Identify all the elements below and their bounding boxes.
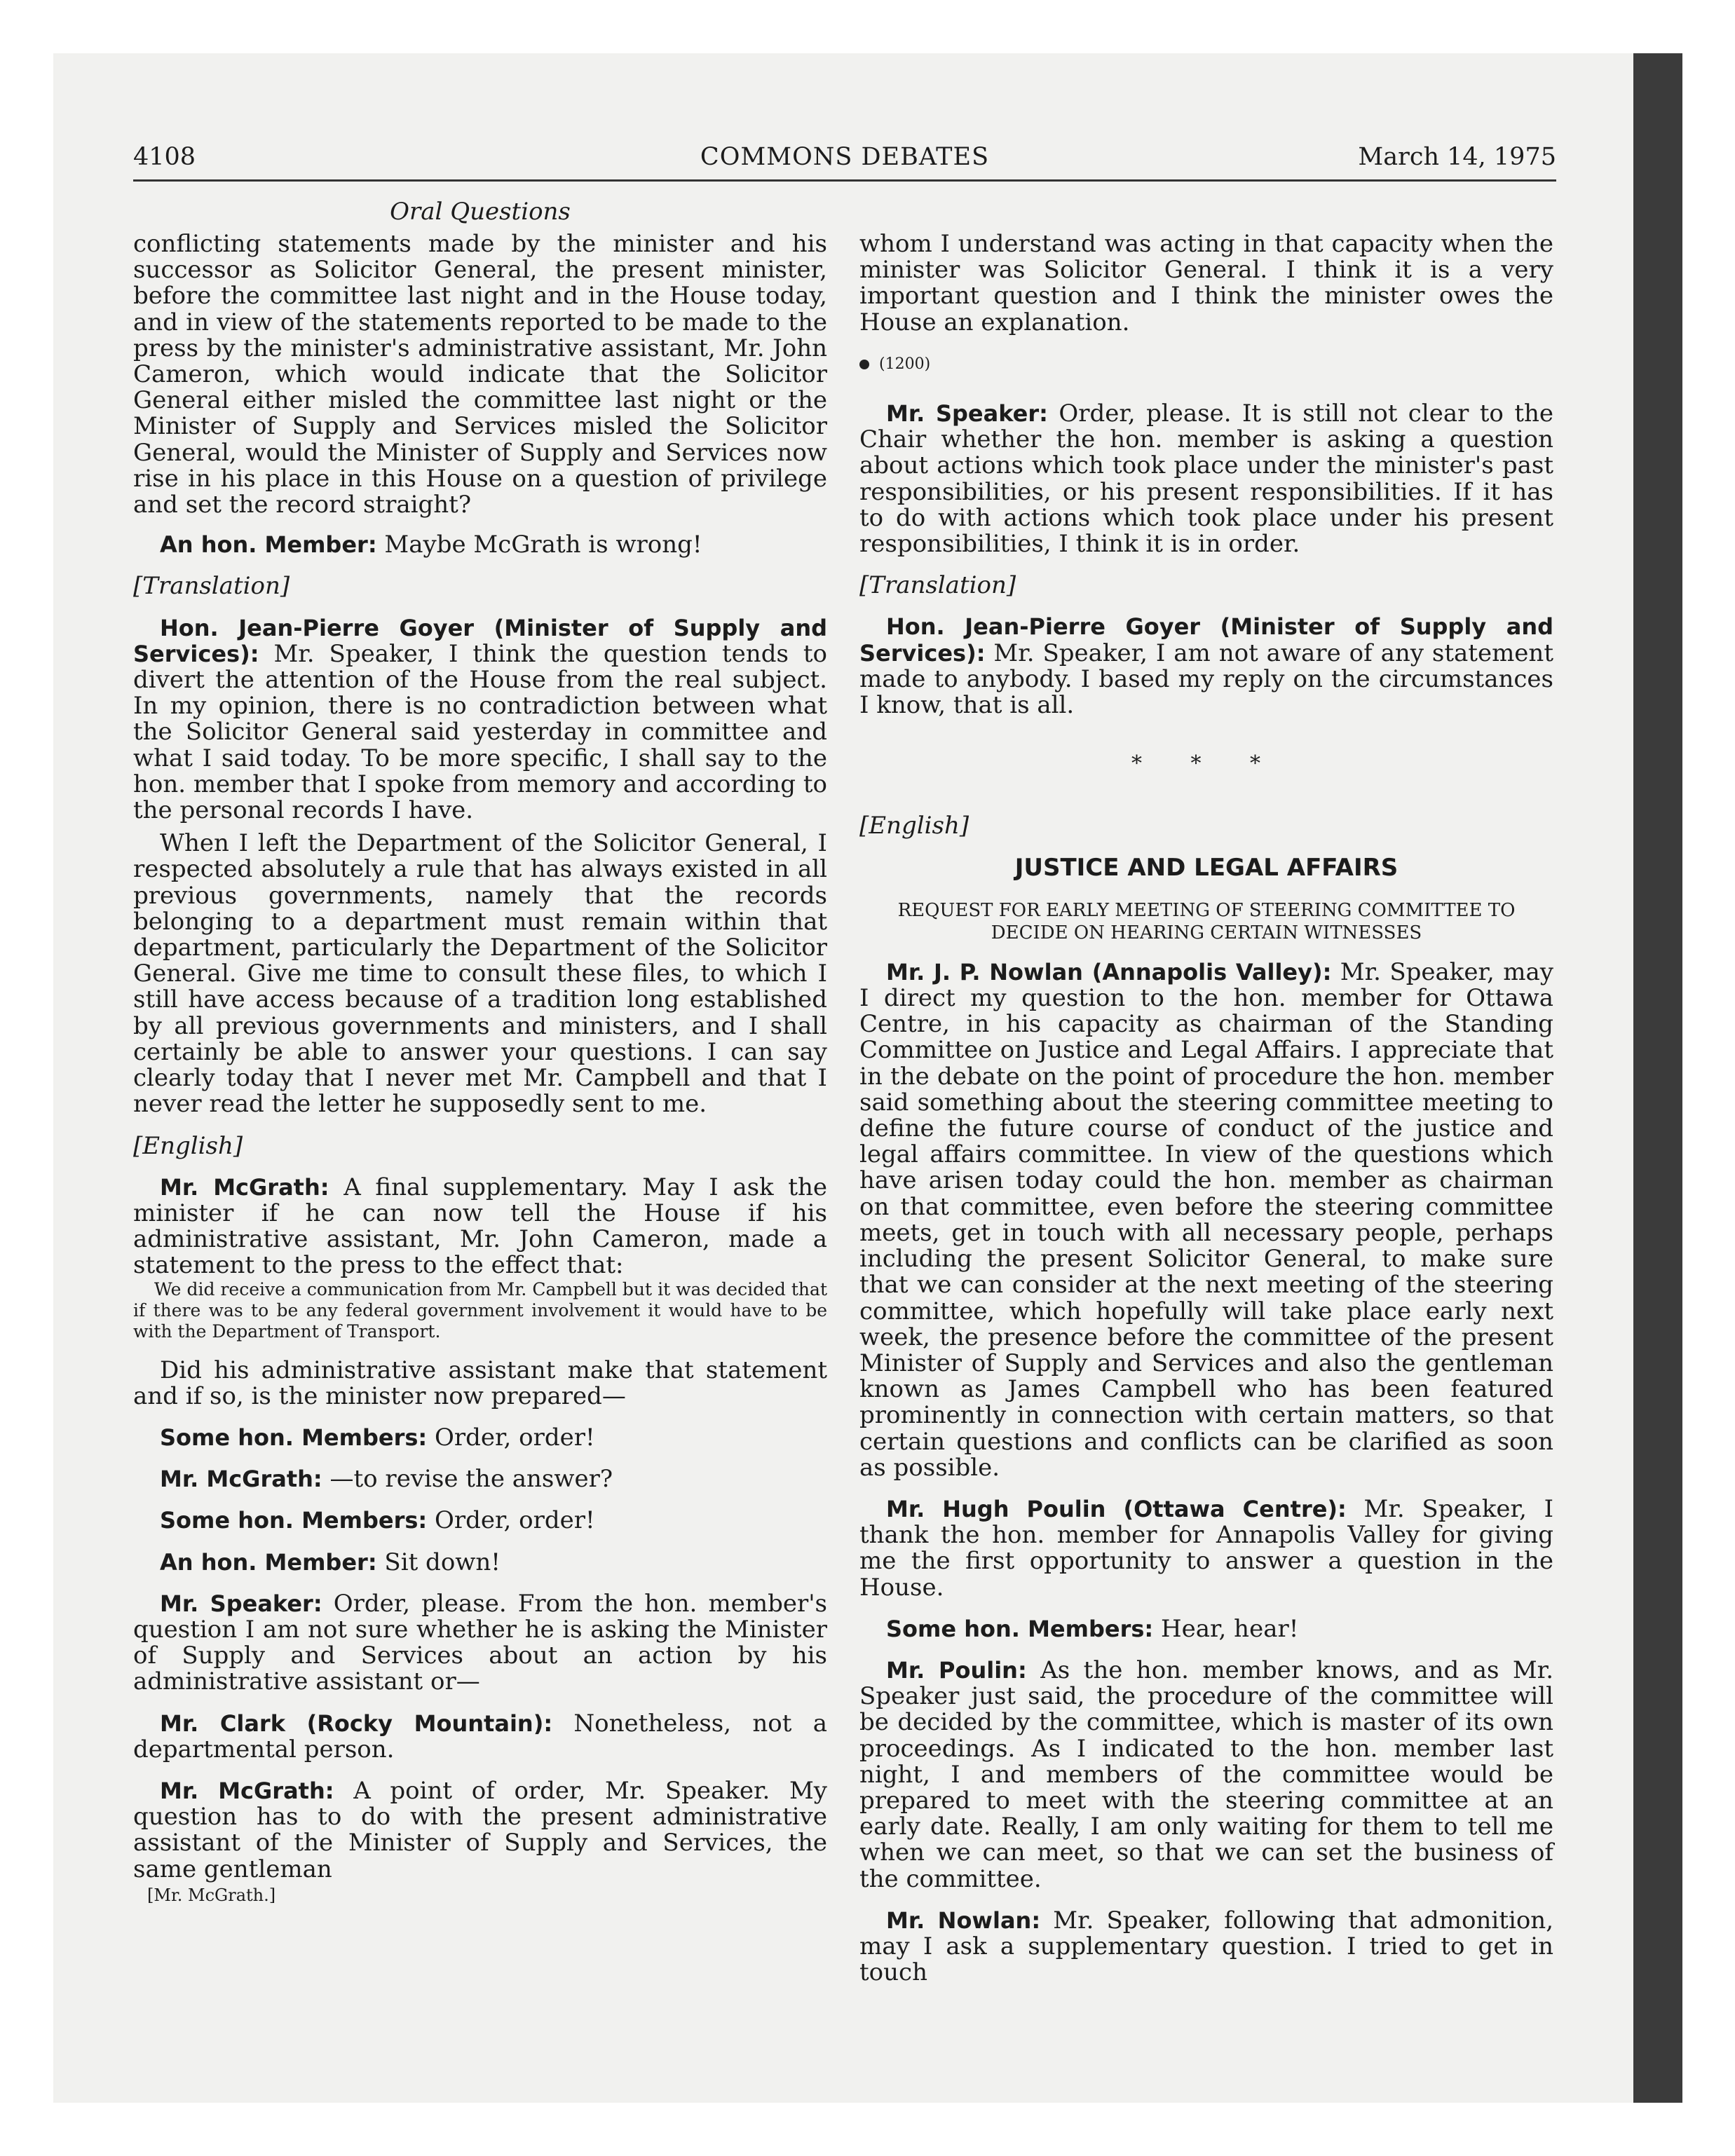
- speaker-name: Hon. Jean-Pierre Goyer (Minister of Supply and Services):: [133, 614, 827, 667]
- paragraph: Did his administrative assistant make that statement and if so, is the minister now prepared—: [133, 1356, 827, 1410]
- right-column: [859, 231, 1553, 2001]
- speech: [133, 1711, 827, 1763]
- speech: [133, 1425, 827, 1451]
- section-title: JUSTICE AND LEGAL AFFAIRS: [1014, 853, 1399, 882]
- running-head: Oral Questions: [390, 198, 571, 226]
- speech: [859, 1658, 1553, 1892]
- speaker-name: Mr. Hugh Poulin (Ottawa Centre):: [886, 1495, 1347, 1522]
- paragraph: whom I understand was acting in that capacity when the minister was Solicitor General. I think it is a very important question and I think the minister owes the House an explanation.: [859, 230, 1553, 336]
- speech-text: A point of order, Mr. Speaker. My question has to do with the present administrative assistant of the Minister of Supply and Services, the same gentleman: [133, 1776, 828, 1883]
- bullet-icon: [859, 360, 869, 369]
- speech-text: Sit down!: [376, 1548, 501, 1576]
- speech-text: Order, order!: [427, 1506, 595, 1535]
- speech-text: Order, please. From the hon. member's question I am not sure whether he is asking the Minister of Supply and Services about an action by his administrative assistant or—: [133, 1589, 828, 1696]
- speech-text: As the hon. member knows, and as Mr. Speaker just said, the procedure of the committee will be decided by the committee, which is master of its own proceedings. As I indicated to the hon. member last night, I and members of the committee would be prepared to meet with the steering committee at an early date. Really, I am only waiting for them to tell me when we can meet, so that we can set the business of the committee.: [859, 1656, 1554, 1893]
- speech: [133, 532, 827, 558]
- scan-edge-shadow: [1633, 53, 1682, 2103]
- quotation: We did receive a communication from Mr. Campbell but it was decided that if there was to be any federal government involvement it would have to be with the Department of Transport.: [133, 1278, 827, 1342]
- speech-text: Hear, hear!: [1153, 1614, 1299, 1643]
- speech: [859, 401, 1553, 557]
- speech: [859, 614, 1553, 718]
- speech: [133, 615, 827, 824]
- speech-text: Order, please. It is still not clear to the Chair whether the hon. member is asking a question about actions which took place under the minister's past responsibilities, or his present responsibilities. If it has to do with actions which took place under his present responsibilities, I think it is in order.: [859, 400, 1554, 559]
- paragraph: When I left the Department of the Solicitor General, I respected absolutely a rule that has always existed in all previous governments, namely that the records belonging to a department must remain within that department, particularly the Department of the Solicitor General. Give me time to consult these files, to which I still have access because of a tradition long established by all previous governments and ministers, and I shall certainly be able to answer your questions. I can say clearly today that I never met Mr. Campbell and that I never read the letter he supposedly sent to me.: [133, 829, 827, 1119]
- language-tag: [English]: [859, 812, 969, 840]
- speech-text: Nonetheless, not a departmental person.: [133, 1709, 827, 1763]
- speech-text: Order, order!: [427, 1423, 595, 1452]
- speech-text: Mr. Speaker, I think the question tends to divert the attention of the House from the real subject. In my opinion, there is no contradiction between what the Solicitor General said yesterday in committee and what I said today. To be more specific, I shall say to the hon. member that I spoke from memory and according to the personal records I have.: [133, 639, 827, 825]
- speaker-name: Mr. Speaker:: [160, 1590, 322, 1617]
- speaker-name: An hon. Member:: [160, 531, 377, 559]
- speaker-name: Mr. McGrath:: [160, 1466, 322, 1493]
- speech: [859, 1496, 1553, 1601]
- language-tag: [Translation]: [859, 571, 1016, 600]
- speech: [859, 1616, 1553, 1642]
- speech: [133, 1175, 827, 1279]
- speech: [859, 957, 1553, 1482]
- section-separator: * * *: [1131, 751, 1282, 777]
- speaker-name: An hon. Member:: [160, 1548, 377, 1576]
- subsection-title: REQUEST FOR EARLY MEETING OF STEERING COMMITTEE TO DECIDE ON HEARING CERTAIN WITNESSES: [897, 899, 1516, 943]
- speech-text: —to revise the answer?: [322, 1465, 613, 1494]
- speaker-name: Some hon. Members:: [886, 1615, 1154, 1642]
- page-header: [133, 140, 1556, 182]
- speech-text: Mr. Speaker, I am not aware of any statement made to anybody. I based my reply on the circumstances I know, that is all.: [859, 639, 1553, 720]
- speech-text: A final supplementary. May I ask the minister if he can now tell the House if his administrative assistant, Mr. John Cameron, made a statement to the press to the effect that:: [133, 1173, 828, 1280]
- speaker-name: Mr. J. P. Nowlan (Annapolis Valley):: [886, 958, 1332, 985]
- speaker-name: Mr. Poulin:: [886, 1656, 1027, 1684]
- speech-text: Mr. Speaker, following that admonition, may I ask a supplementary question. I tried to get in touch: [859, 1906, 1553, 1987]
- speaker-name: Hon. Jean-Pierre Goyer (Minister of Supply and Services):: [859, 613, 1553, 667]
- time-marker-label: (1200): [879, 355, 931, 373]
- speech-text: Maybe McGrath is wrong!: [376, 531, 702, 559]
- publication-title: COMMONS DEBATES: [700, 143, 990, 171]
- speech: [859, 1908, 1553, 1986]
- speaker-name: Some hon. Members:: [160, 1507, 428, 1534]
- language-tag: [English]: [133, 1131, 243, 1160]
- speaker-name: Mr. Speaker:: [886, 400, 1048, 428]
- language-tag: [Translation]: [133, 572, 290, 601]
- speech: [133, 1778, 827, 1883]
- page-number: 4108: [133, 143, 196, 171]
- left-column: [133, 231, 827, 1909]
- speech-text: Mr. Speaker, I thank the hon. member for Annapolis Valley for giving me the first opportunity to answer a question in the House.: [859, 1494, 1554, 1602]
- speaker-name: Mr. Clark (Rocky Mountain):: [160, 1710, 553, 1737]
- speaker-attribution: [Mr. McGrath.]: [147, 1885, 276, 1905]
- paragraph: conflicting statements made by the minister and his successor as Solicitor General, the present minister, before the committee last night and in the House today, and in view of the statements reported to be made to the press by the minister's administrative assistant, Mr. John Cameron, which would indicate that the Solicitor General either misled the committee last night or the Minister of Supply and Services misled the Solicitor General, would the Minister of Supply and Services now rise in his place in this House on a question of privilege and set the record straight?: [133, 230, 827, 519]
- speech: [133, 1550, 827, 1576]
- speaker-name: Mr. McGrath:: [160, 1173, 329, 1201]
- publication-date: March 14, 1975: [1358, 143, 1556, 171]
- speaker-name: Mr. McGrath:: [160, 1777, 334, 1804]
- time-marker: [859, 351, 1553, 377]
- speech-text: Mr. Speaker, may I direct my question to the hon. member for Ottawa Centre, in his capacity as chairman of the Standing Committee on Justice and Legal Affairs. I appreciate that in the debate on the point of procedure the hon. member said something about the steering committee meeting to define the future course of conduct of the justice and legal affairs committee. In view of the questions which have arisen today could the hon. member as chairman on that committee, even before the steering committee meets, get in touch with all necessary people, perhaps including the present Solicitor General, to make sure that we can consider at the next meeting of the steering committee, which hopefully will take place early next week, the presence before the committee of the present Minister of Supply and Services and also the gentleman known as James Campbell who has been featured prominently in connection with certain matters, so that certain questions and conflicts can be clarified as soon as possible.: [859, 957, 1553, 1482]
- speech: [133, 1591, 827, 1696]
- speaker-name: Some hon. Members:: [160, 1424, 428, 1451]
- speech: [133, 1508, 827, 1534]
- speech: [133, 1466, 827, 1492]
- speaker-name: Mr. Nowlan:: [886, 1906, 1041, 1934]
